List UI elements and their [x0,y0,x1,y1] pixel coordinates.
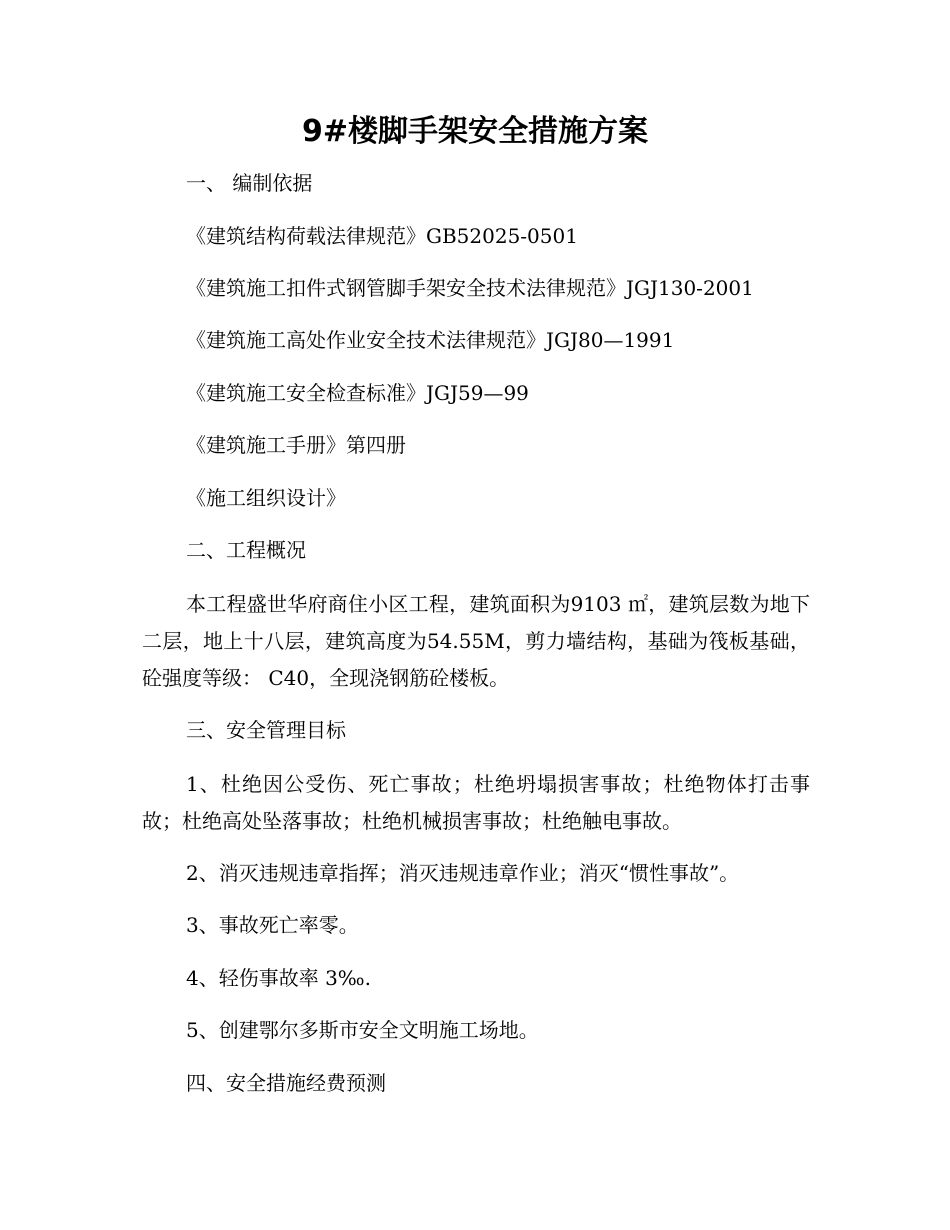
section-heading-overview: 二、工程概况 [186,538,306,562]
reference-item-inspection-standard: 《建筑施工安全检查标准》JGJ59—99 [186,381,529,405]
target-item-2: 2、消灭违规违章指挥；消灭违规违章作业；消灭“惯性事故”。 [186,861,740,885]
reference-item-scaffold-code: 《建筑施工扣件式钢管脚手架安全技术法律规范》JGJ130-2001 [186,276,754,300]
section-heading-targets: 三、安全管理目标 [186,718,346,742]
target-item-4: 4、轻伤事故率 3‰. [186,966,371,990]
target-item-1: 1、杜绝因公受伤、死亡事故；杜绝坍塌损害事故；杜绝物体打击事故；杜绝高处坠落事故；杜绝机械损害事故；杜绝触电事故。 [142,772,810,833]
reference-item-height-work-code: 《建筑施工高处作业安全技术法律规范》JGJ80—1991 [186,328,675,352]
target-item-3: 3、事故死亡率零。 [186,913,359,937]
target-item-5: 5、创建鄂尔多斯市安全文明施工场地。 [186,1018,539,1042]
reference-item-construction-handbook: 《建筑施工手册》第四册 [186,433,406,457]
document-title: 9#楼脚手架安全措施方案 [301,114,648,149]
overview-paragraph: 本工程盛世华府商住小区工程，建筑面积为9103 ㎡，建筑层数为地下二层，地上十八层，建筑高度为54.55M，剪力墙结构，基础为筏板基础，砼强度等级： C40，全现浇钢筋砼楼板。 [142,592,810,690]
reference-item-organization-design: 《施工组织设计》 [186,486,346,510]
section-heading-cost-estimate: 四、安全措施经费预测 [186,1071,386,1095]
section-heading-basis: 一、 编制依据 [186,171,313,195]
reference-item-load-code: 《建筑结构荷载法律规范》GB52025-0501 [186,224,578,248]
